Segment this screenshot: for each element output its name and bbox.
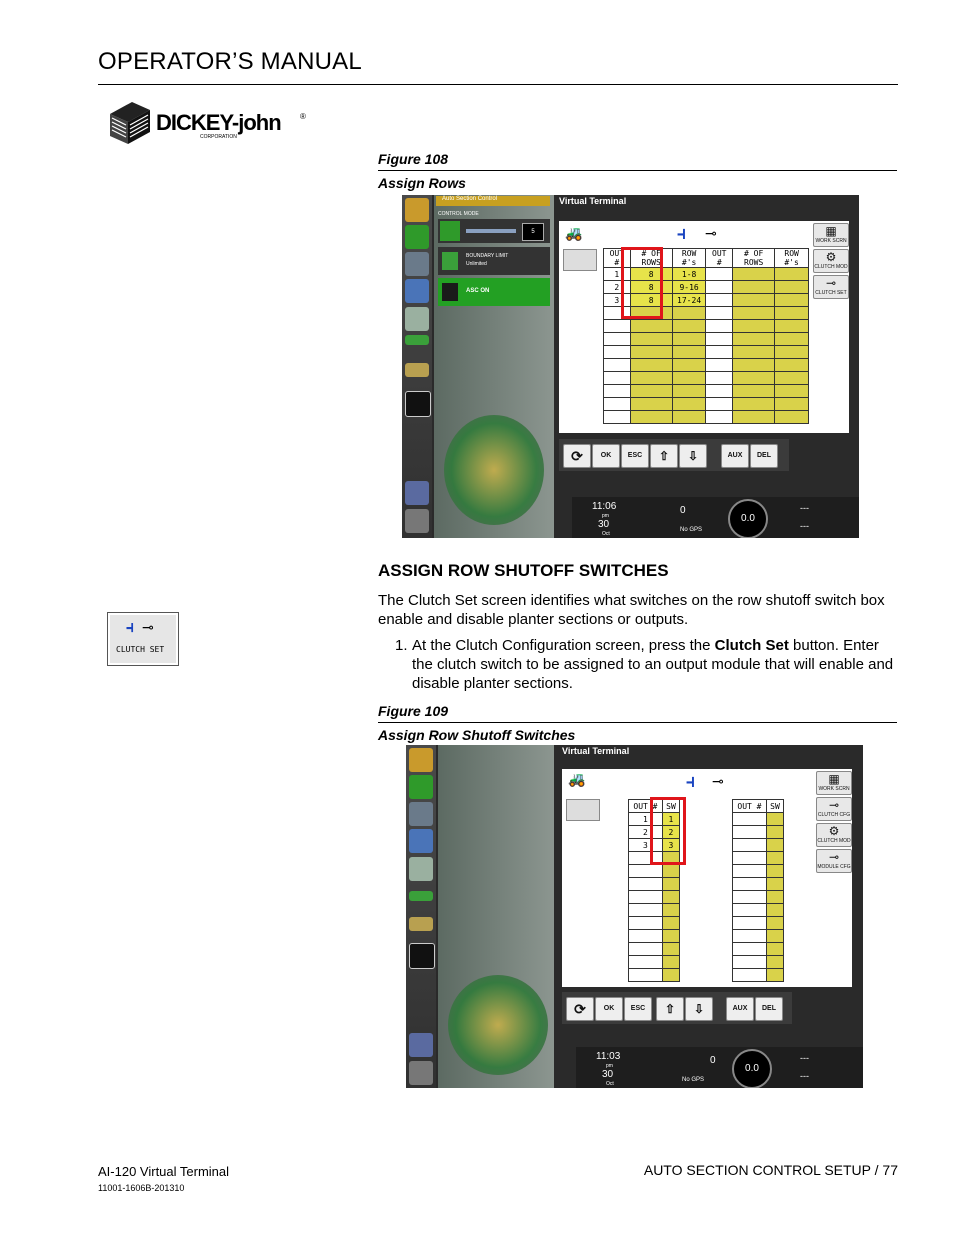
del-button[interactable]: DEL [750, 444, 778, 468]
del-button[interactable]: DEL [755, 997, 783, 1021]
switch-table-right [732, 799, 784, 982]
intelliag-globe-icon [444, 415, 544, 525]
assign-rows-panel [559, 221, 849, 433]
rows-cell[interactable] [733, 268, 775, 281]
col-header: OUT # [706, 249, 733, 268]
sidebar [406, 745, 436, 1088]
speedometer: 0.0 [732, 1049, 772, 1088]
highlight-box [621, 247, 663, 319]
date-month: Oct [606, 1081, 614, 1087]
clutch-cfg-button[interactable]: ⊸ CLUTCH CFG [816, 797, 852, 821]
out-cell: 2 [604, 281, 631, 294]
figure-109-rule [378, 722, 897, 723]
table-row[interactable] [629, 865, 680, 878]
footer-left: AI-120 Virtual Terminal [98, 1164, 230, 1179]
col-header: OUT # [733, 800, 767, 813]
module-cfg-button[interactable]: ⊸ MODULE CFG [816, 849, 852, 873]
sidebar-doc-icon[interactable] [405, 307, 429, 331]
rows-cell[interactable] [733, 281, 775, 294]
table-row[interactable] [733, 956, 784, 969]
out-cell [706, 268, 733, 281]
table-row[interactable] [604, 320, 809, 333]
sidebar-book-icon[interactable] [409, 1033, 433, 1057]
sidebar-doc-icon[interactable] [409, 857, 433, 881]
table-row[interactable] [629, 956, 680, 969]
ok-button[interactable]: OK [595, 997, 623, 1021]
col-header: ROW #'s [672, 249, 706, 268]
table-header-row [733, 800, 784, 813]
clutch-set-icon-button [107, 612, 179, 666]
rows-cell[interactable]: 8 [630, 268, 672, 281]
asc-icon [442, 283, 458, 301]
clutch-mod-button[interactable]: ⚙ CLUTCH MOD [816, 823, 852, 847]
wrench-key-icon: ⊸ [712, 773, 724, 789]
work-screen-button[interactable]: ▦ WORK SCRN [816, 771, 852, 795]
out-cell: 1 [629, 813, 663, 826]
status-bar [576, 1047, 863, 1088]
table-row[interactable] [733, 917, 784, 930]
status-dash-1: --- [800, 503, 809, 513]
out-cell [706, 281, 733, 294]
date-day: 30 [602, 1069, 614, 1080]
clock-time: 11:03 [596, 1051, 621, 1062]
section-paragraph: The Clutch Set screen identifies what switches on the row shutoff switch box enable and disable planter sections or outputs. [378, 592, 885, 628]
table-row[interactable] [733, 839, 784, 852]
gps-status: No GPS [682, 1077, 705, 1083]
table-row[interactable] [733, 891, 784, 904]
intelliag-button[interactable] [566, 799, 600, 821]
col-header: # OF ROWS [733, 249, 775, 268]
table-row[interactable] [733, 969, 784, 982]
boundary-title: BOUNDARY LIMIT [466, 253, 509, 259]
dickey-john-logo [106, 100, 306, 146]
speedometer: 0.0 [728, 499, 768, 538]
header-rule [98, 84, 898, 85]
arrow-down-icon[interactable]: ⇩ [685, 997, 713, 1021]
out-cell: 3 [604, 294, 631, 307]
col-header: SW [662, 800, 679, 813]
arrow-down-icon[interactable]: ⇩ [679, 444, 707, 468]
table-row[interactable] [629, 878, 680, 891]
boundary-limit-button[interactable] [438, 247, 550, 275]
col-header: SW [766, 800, 783, 813]
rows-cell[interactable]: 8 [630, 281, 672, 294]
logo-text: DICKEY-john [156, 110, 281, 135]
table-row[interactable] [733, 943, 784, 956]
gps-count: 0 [680, 505, 686, 516]
clock-ampm: pm [606, 1063, 613, 1069]
asc-panel [434, 195, 554, 538]
table-row[interactable] [604, 385, 809, 398]
control-mode-row[interactable] [438, 219, 550, 243]
control-mode-value[interactable]: 5 [522, 223, 544, 241]
logo-mark-icon [106, 100, 152, 146]
sw-cell[interactable]: 3 [662, 839, 679, 852]
sidebar-home-icon[interactable] [409, 748, 433, 772]
sidebar-tool-icon[interactable] [405, 252, 429, 276]
table-row[interactable] [733, 813, 784, 826]
refresh-icon[interactable]: ⟳ [566, 997, 594, 1021]
sidebar-wrench-icon[interactable] [409, 1061, 433, 1085]
control-mode-icon [440, 221, 460, 241]
footer-doc-number: 11001-1606B-201310 [98, 1183, 185, 1193]
range-cell [775, 281, 809, 294]
step-number: 1. [395, 637, 408, 654]
logo-registered: ® [300, 112, 306, 121]
figure-108-number: Figure 108 [378, 151, 449, 167]
ok-button[interactable]: OK [592, 444, 620, 468]
table-row[interactable] [733, 904, 784, 917]
boundary-value: Unlimited [466, 261, 487, 267]
highlight-box [650, 797, 686, 865]
wrench-key-icon: ⊸ [705, 225, 717, 241]
table-row[interactable] [629, 930, 680, 943]
boundary-icon [442, 252, 458, 270]
col-header: OUT # [629, 800, 663, 813]
control-mode-label: CONTROL MODE [438, 211, 479, 217]
out-cell: 3 [629, 839, 663, 852]
table-row[interactable] [604, 411, 809, 424]
clutch-icon: ⫞ [686, 771, 695, 791]
esc-button[interactable]: ESC [621, 444, 649, 468]
sw-cell[interactable]: 2 [662, 826, 679, 839]
tractor-icon[interactable]: 🚜 [568, 771, 586, 787]
table-row[interactable] [629, 943, 680, 956]
sw-cell[interactable]: 1 [662, 813, 679, 826]
range-cell: 1-8 [672, 268, 706, 281]
table-row[interactable] [604, 333, 809, 346]
logo-sub: CORPORATION [200, 134, 237, 140]
table-row[interactable] [604, 372, 809, 385]
clutch-mod-button[interactable]: ⚙ CLUTCH MOD [813, 249, 849, 273]
asc-label: ASC ON [466, 288, 490, 294]
status-dash-2: --- [800, 1071, 809, 1081]
table-row[interactable] [604, 359, 809, 372]
date-day: 30 [598, 519, 610, 530]
figure-108-caption: Assign Rows [378, 175, 466, 191]
vt-title: Virtual Terminal [559, 196, 627, 206]
table-row[interactable] [629, 917, 680, 930]
arrow-up-icon[interactable]: ⇧ [656, 997, 684, 1021]
intelliag-globe-icon [448, 975, 548, 1075]
step-text: At the Clutch Configuration screen, press the Clutch Set button. Enter the clutch switch to be assigned to an output module that will enable and disable planter sections. [412, 637, 894, 692]
clock-time: 11:06 [592, 501, 617, 512]
assign-switches-panel [562, 769, 852, 987]
clock-ampm: pm [602, 513, 609, 519]
intelliag-button[interactable] [563, 249, 597, 271]
bottom-toolbar [559, 439, 789, 471]
table-row[interactable] [604, 346, 809, 359]
wrench-key-icon: ⊸ [142, 619, 154, 635]
table-row[interactable] [733, 930, 784, 943]
table-row[interactable] [604, 398, 809, 411]
figure-109-screen [406, 745, 863, 1088]
status-bar [572, 497, 859, 538]
sidebar-play-icon[interactable] [405, 225, 429, 249]
sidebar-module-icon[interactable] [405, 363, 429, 377]
esc-button[interactable]: ESC [624, 997, 652, 1021]
figure-108-rule [378, 170, 897, 171]
sidebar-home-icon[interactable] [405, 198, 429, 222]
table-row[interactable] [629, 904, 680, 917]
col-header: ROW #'s [775, 249, 809, 268]
rows-cell[interactable]: 8 [630, 294, 672, 307]
clutch-icon: ⫞ [677, 223, 686, 243]
sidebar-list-icon[interactable] [409, 829, 433, 853]
status-dash-1: --- [800, 1053, 809, 1063]
sidebar-film-icon[interactable] [405, 391, 431, 417]
gps-count: 0 [710, 1055, 716, 1066]
range-cell [775, 268, 809, 281]
figure-108-screen [402, 195, 859, 538]
vt-title: Virtual Terminal [562, 746, 630, 756]
sidebar-rows-icon[interactable] [409, 891, 433, 901]
table-row[interactable] [733, 878, 784, 891]
table-row[interactable] [733, 865, 784, 878]
sidebar-tool-icon[interactable] [409, 802, 433, 826]
date-month: Oct [602, 531, 610, 537]
out-cell: 2 [629, 826, 663, 839]
bottom-toolbar [562, 992, 792, 1024]
sidebar-rows-icon[interactable] [405, 335, 429, 345]
table-row[interactable] [629, 969, 680, 982]
intelliag-background [438, 745, 554, 1088]
out-cell: 1 [604, 268, 631, 281]
rows-cell[interactable] [733, 294, 775, 307]
table-row[interactable] [733, 852, 784, 865]
col-header: # OF ROWS [630, 249, 672, 268]
clutch-set-button[interactable]: ⊸ CLUTCH SET [813, 275, 849, 299]
range-cell: 9-16 [672, 281, 706, 294]
page-header: OPERATOR’S MANUAL [98, 48, 362, 75]
range-cell [775, 294, 809, 307]
asc-on-button[interactable] [438, 278, 550, 306]
sidebar-list-icon[interactable] [405, 279, 429, 303]
table-row[interactable] [629, 891, 680, 904]
table-row[interactable] [733, 826, 784, 839]
tractor-icon[interactable]: 🚜 [565, 225, 583, 241]
figure-109-caption: Assign Row Shutoff Switches [378, 727, 576, 743]
refresh-icon[interactable]: ⟳ [563, 444, 591, 468]
aux-button[interactable]: AUX [726, 997, 754, 1021]
status-dash-2: --- [800, 521, 809, 531]
control-mode-slider[interactable] [466, 229, 516, 233]
sidebar-wrench-icon[interactable] [405, 509, 429, 533]
sidebar-book-icon[interactable] [405, 481, 429, 505]
figure-109-number: Figure 109 [378, 703, 449, 719]
clutch-set-label: CLUTCH SET [116, 645, 165, 654]
work-screen-button[interactable]: ▦ WORK SCRN [813, 223, 849, 247]
sidebar-film-icon[interactable] [409, 943, 435, 969]
sidebar-module-icon[interactable] [409, 917, 433, 931]
sidebar [402, 195, 432, 538]
gps-status: No GPS [680, 527, 703, 533]
arrow-up-icon[interactable]: ⇧ [650, 444, 678, 468]
asc-panel-title: Auto Section Control [436, 196, 550, 206]
out-cell [706, 294, 733, 307]
sidebar-play-icon[interactable] [409, 775, 433, 799]
section-heading: ASSIGN ROW SHUTOFF SWITCHES [378, 561, 669, 580]
range-cell: 17-24 [672, 294, 706, 307]
footer-right: AUTO SECTION CONTROL SETUP / 77 [643, 1162, 898, 1178]
clutch-icon: ⫞ [126, 619, 135, 636]
aux-button[interactable]: AUX [721, 444, 749, 468]
col-header: OUT # [604, 249, 631, 268]
